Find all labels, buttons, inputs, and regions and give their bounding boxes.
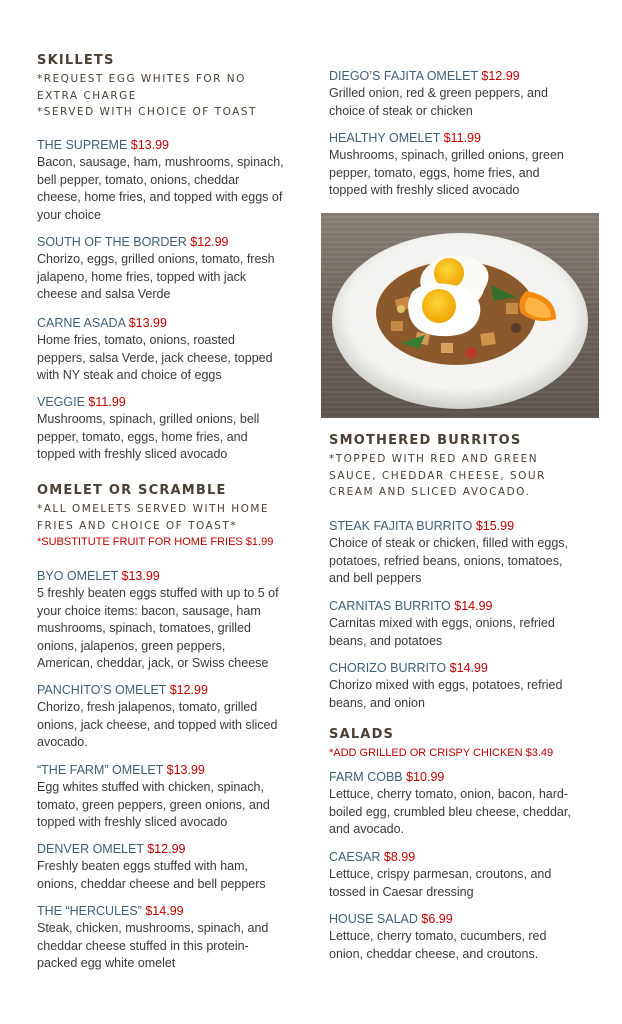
item-name: CARNE ASADA — [37, 316, 126, 330]
menu-item — [329, 68, 599, 120]
item-price: $13.99 — [130, 138, 170, 152]
item-price: $15.99 — [475, 519, 515, 533]
omelet-red-note: *SUBSTITUTE FRUIT FOR HOME FRIES $1.99 — [37, 536, 274, 548]
item-price: $14.99 — [145, 904, 184, 918]
item-price: $11.99 — [88, 395, 126, 409]
item-price: $12.99 — [481, 69, 520, 83]
item-price: $10.99 — [406, 770, 445, 784]
item-price: $6.99 — [421, 912, 453, 926]
item-name: STEAK FAJITA BURRITO — [329, 519, 473, 533]
salads-red-note: *ADD GRILLED OR CRISPY CHICKEN $3.49 — [329, 747, 554, 759]
item-price: $14.99 — [449, 661, 488, 675]
section-title-skillets: SKILLETS — [37, 53, 115, 68]
item-name: PANCHITO’S OMELET — [37, 683, 167, 697]
menu-item — [329, 660, 599, 712]
item-name: DENVER OMELET — [37, 842, 144, 856]
item-description: Freshly beaten eggs stuffed with ham, onions, cheddar cheese and bell peppers — [37, 859, 266, 891]
menu-item — [329, 769, 599, 839]
item-description: Lettuce, crispy parmesan, croutons, and tossed in Caesar dressing — [329, 867, 552, 899]
item-name: HEALTHY OMELET — [329, 131, 441, 145]
item-name: THE “HERCULES” — [37, 904, 142, 918]
item-price: $13.99 — [166, 763, 205, 777]
item-description: Egg whites stuffed with chicken, spinach, tomato, green peppers, green onions, and topped with freshly sliced avocado — [37, 780, 270, 830]
item-name: THE SUPREME — [37, 138, 128, 152]
menu-item — [37, 903, 299, 973]
item-name: CHORIZO BURRITO — [329, 661, 447, 675]
item-description: Choice of steak or chicken, filled with eggs, potatoes, refried beans, onions, tomatoes, and bell peppers — [329, 536, 569, 586]
menu-item — [37, 841, 299, 893]
item-description: Steak, chicken, mushrooms, spinach, and cheddar cheese stuffed in this protein- packed egg white omelet — [37, 921, 269, 971]
item-description: Chorizo mixed with eggs, potatoes, refried beans, and onion — [329, 678, 563, 710]
burritos-notes: *TOPPED WITH RED AND GREEN SAUCE, CHEDDAR CHEESE, SOUR CREAM AND SLICED AVOCADO. — [329, 453, 546, 498]
item-name: VEGGIE — [37, 395, 85, 409]
section-title-omelet: OMELET OR SCRAMBLE — [37, 483, 227, 498]
item-description: Lettuce, cherry tomato, cucumbers, red onion, cheddar cheese, and croutons. — [329, 929, 547, 961]
item-description: 5 freshly beaten eggs stuffed with up to 5 of your choice items: bacon, sausage, ham mushrooms, spinach, tomatoes, grilled onions, jalapenos, green peppers, American, cheddar, jack, or Swiss cheese — [37, 586, 279, 671]
skillets-notes: *REQUEST EGG WHITES FOR NO EXTRA CHARGE *SERVED WITH CHOICE OF TOAST — [37, 73, 257, 118]
menu-item — [37, 762, 299, 832]
item-price: $13.99 — [128, 316, 167, 330]
menu-item — [329, 130, 599, 200]
item-description: Chorizo, eggs, grilled onions, tomato, fresh jalapeno, home fries, topped with jack cheese and salsa Verde — [37, 252, 275, 302]
item-name: HOUSE SALAD — [329, 912, 418, 926]
item-description: Mushrooms, spinach, grilled onions, bell pepper, tomato, eggs, home fries, and topped with freshly sliced avocado — [37, 412, 260, 462]
omelet-notes: *ALL OMELETS SERVED WITH HOME FRIES AND CHOICE OF TOAST* — [37, 503, 270, 532]
item-description: Mushrooms, spinach, grilled onions, green pepper, tomato, eggs, home fries, and topped with freshly sliced avocado — [329, 148, 564, 198]
item-name: BYO OMELET — [37, 569, 119, 583]
plate-illustration — [321, 213, 599, 418]
item-description: Carnitas mixed with eggs, onions, refried beans, and potatoes — [329, 616, 555, 648]
item-price: $12.99 — [190, 235, 229, 249]
item-price: $14.99 — [454, 599, 493, 613]
menu-item — [329, 598, 599, 650]
section-title-salads: SALADS — [329, 727, 395, 742]
item-price: $12.99 — [169, 683, 208, 697]
item-description: Lettuce, cherry tomato, onion, bacon, hard- boiled egg, crumbled bleu cheese, cheddar, and avocado. — [329, 787, 571, 837]
item-description: Chorizo, fresh jalapenos, tomato, grilled onions, jack cheese, and topped with sliced avocado. — [37, 700, 278, 750]
item-name: DIEGO’S FAJITA OMELET — [329, 69, 478, 83]
menu-item — [37, 315, 299, 385]
menu-item — [329, 518, 599, 588]
menu-item — [37, 568, 299, 673]
section-title-burritos: SMOTHERED BURRITOS — [329, 433, 522, 448]
menu-item — [37, 137, 299, 224]
item-name: “THE FARM” OMELET — [37, 763, 164, 777]
item-price: $8.99 — [383, 850, 416, 864]
item-name: CAESAR — [329, 850, 381, 864]
item-price: $12.99 — [147, 842, 186, 856]
menu-item — [37, 682, 299, 752]
item-name: SOUTH OF THE BORDER — [37, 235, 187, 249]
item-name: FARM COBB — [329, 770, 403, 784]
menu-item — [329, 849, 599, 901]
item-price: $11.99 — [443, 131, 481, 145]
menu-item — [37, 234, 299, 304]
item-description: Home fries, tomato, onions, roasted peppers, salsa Verde, jack cheese, topped with NY steak and choice of eggs — [37, 333, 273, 383]
menu-item — [37, 394, 299, 464]
skillet-photo — [321, 213, 599, 418]
item-price: $13.99 — [121, 569, 160, 583]
menu-item — [329, 911, 599, 963]
item-name: CARNITAS BURRITO — [329, 599, 451, 613]
item-description: Bacon, sausage, ham, mushrooms, spinach, bell pepper, tomato, onions, cheddar cheese, home fries, and topped with eggs of your choice — [37, 155, 284, 222]
item-description: Grilled onion, red & green peppers, and choice of steak or chicken — [329, 86, 548, 118]
